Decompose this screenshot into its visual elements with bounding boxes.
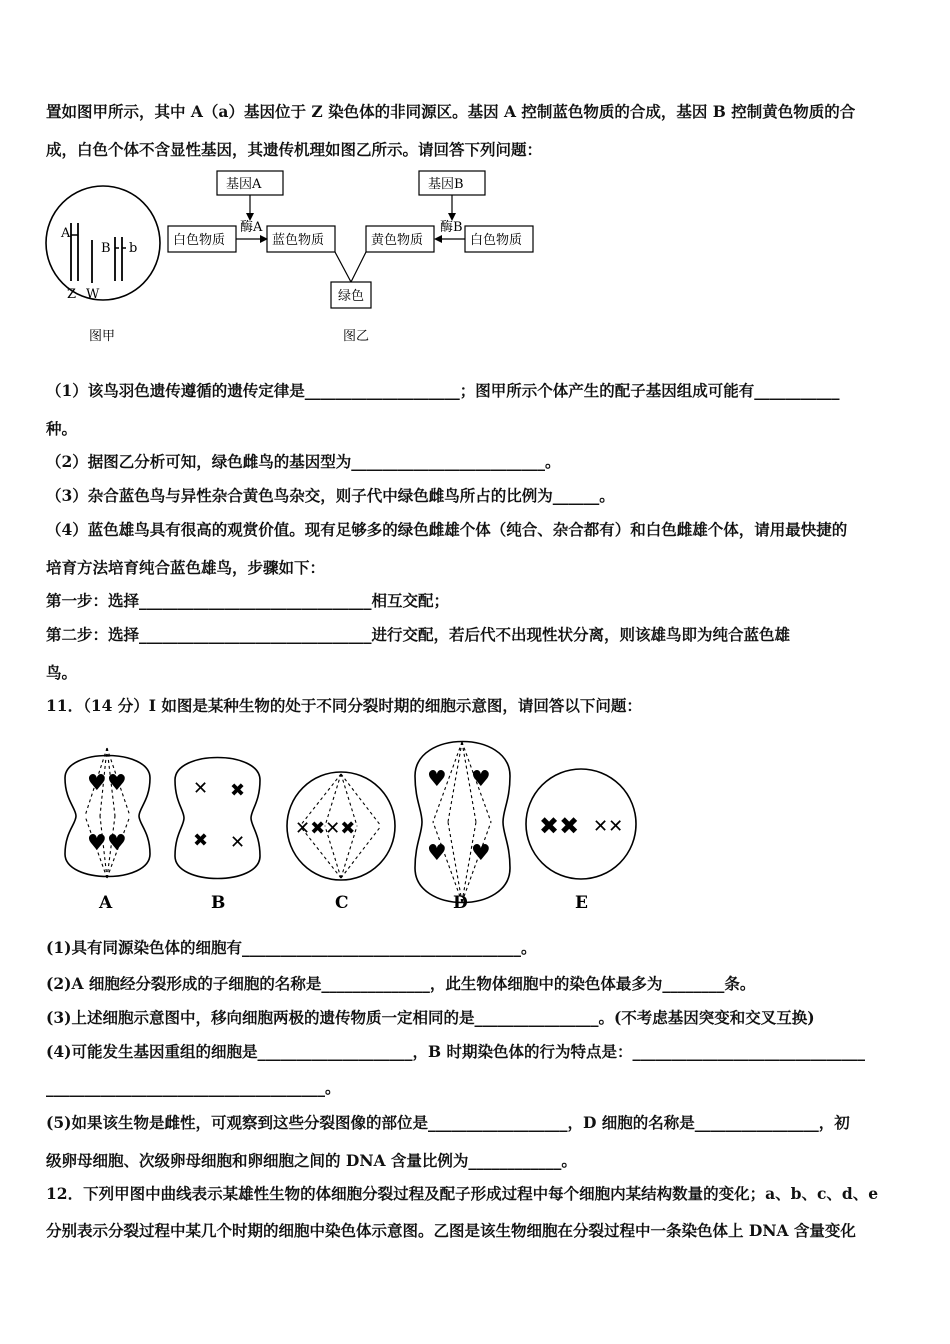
white-substance-2: 白色物质 [470, 233, 523, 248]
svg-text:♥: ♥ [107, 771, 127, 796]
caption-yi: 图乙 [343, 329, 370, 344]
label-A: A [61, 226, 71, 241]
svg-text:✕✖✕✖: ✕✖✕✖ [295, 818, 356, 839]
label-b: b [129, 241, 138, 256]
q10-step1: 第一步：选择______________________________相互交配； [46, 591, 450, 610]
svg-text:✕: ✕ [193, 778, 209, 799]
svg-text:♥: ♥ [471, 841, 491, 866]
green-box: 绿色 [338, 289, 365, 304]
blue-substance: 蓝色物质 [272, 233, 325, 248]
intro-line-1: 置如图甲所示，其中 A（a）基因位于 Z 染色体的非同源区。基因 A 控制蓝色物质的合成，基因 B 控制黄色物质的合 [46, 102, 856, 121]
q11-part3: (3)上述细胞示意图中，移向细胞两极的遗传物质一定相同的是________________。(不考虑基因突变和交叉互换) [46, 1008, 815, 1027]
label-Z: Z [67, 287, 77, 302]
q10-step2-a: 第二步：选择______________________________进行交配，若后代不出现性状分离，则该雄鸟即为纯合蓝色雄 [46, 625, 791, 644]
gene-B-box: 基因B [428, 177, 464, 192]
svg-text:♥: ♥ [87, 831, 107, 856]
svg-text:♥: ♥ [87, 771, 107, 796]
enzyme-A: 酶A [240, 220, 263, 235]
caption-jia: 图甲 [89, 329, 116, 344]
figure-yi [168, 171, 533, 344]
label-B: B [101, 241, 111, 256]
svg-text:✖: ✖ [193, 830, 209, 851]
cell-label-C: C [335, 893, 349, 913]
svg-text:✖: ✖ [230, 780, 246, 801]
q12-line-2: 分别表示分裂过程中某几个时期的细胞中染色体示意图。乙图是该生物细胞在分裂过程中一条染色体上 DNA 含量变化 [46, 1221, 856, 1240]
svg-text:♥: ♥ [427, 841, 447, 866]
intro-line-2: 成，白色个体不含显性基因，其遗传机理如图乙所示。请回答下列问题： [46, 140, 543, 159]
q10-part4-b: 培育方法培育纯合蓝色雄鸟，步骤如下： [46, 558, 326, 577]
q11-heading: 11．（14 分）I 如图是某种生物的处于不同分裂时期的细胞示意图，请回答以下问题： [46, 696, 642, 715]
cell-division-figure [55, 730, 655, 915]
cell-label-E: E [575, 893, 588, 913]
cell-D-outline [415, 742, 510, 903]
svg-text:♥: ♥ [471, 767, 491, 792]
q10-part2: （2）据图乙分析可知，绿色雌鸟的基因型为_________________________。 [46, 452, 561, 471]
q12-line-1: 12．下列甲图中曲线表示某雄性生物的体细胞分裂过程及配子形成过程中每个细胞内某结构数量的变化；a、b、c、d、e [46, 1184, 879, 1203]
q11-part4-a: (4)可能发生基因重组的细胞是____________________，B 时期染色体的行为特点是：______________________________ [46, 1042, 865, 1061]
svg-text:♥: ♥ [427, 767, 447, 792]
q10-part1-b: 种。 [46, 419, 78, 438]
q11-part2: (2)A 细胞经分裂形成的子细胞的名称是______________，此生物体细胞中的染色体最多为________条。 [46, 974, 756, 993]
q10-part3: （3）杂合蓝色鸟与异性杂合黄色鸟杂交，则子代中绿色雌鸟所占的比例为______。 [46, 486, 615, 505]
cell-label-B: B [211, 893, 226, 913]
label-W: W [86, 287, 100, 302]
q11-part5-a: (5)如果该生物是雌性，可观察到这些分裂图像的部位是__________________，D 细胞的名称是________________，初 [46, 1113, 850, 1132]
cell-label-A: A [99, 893, 113, 913]
q11-part4-b: ____________________________________。 [46, 1078, 341, 1097]
cell-label-D: D [453, 893, 468, 913]
q10-step2-b: 鸟。 [46, 663, 78, 682]
q10-part1-a: （1）该鸟羽色遗传遵循的遗传定律是____________________；图甲所示个体产生的配子基因组成可能有___________ [46, 381, 840, 400]
q11-part5-b: 级卵母细胞、次级卵母细胞和卵细胞之间的 DNA 含量比例为____________。 [46, 1151, 577, 1170]
svg-text:✖✖: ✖✖ [539, 812, 580, 840]
cell-B-outline [175, 758, 260, 879]
svg-text:♥: ♥ [107, 831, 127, 856]
q11-part1: (1)具有同源染色体的细胞有____________________________________。 [46, 938, 537, 957]
q10-part4-a: （4）蓝色雄鸟具有很高的观赏价值。现有足够多的绿色雌雄个体（纯合、杂合都有）和白色雌雄个体，请用最快捷的 [46, 520, 848, 539]
gene-A-box: 基因A [226, 177, 262, 192]
enzyme-B: 酶B [440, 220, 463, 235]
yellow-substance: 黄色物质 [371, 233, 424, 248]
figure-jia [46, 186, 160, 344]
svg-text:✕: ✕ [230, 832, 246, 853]
svg-text:✕✕: ✕✕ [593, 816, 624, 837]
figure-jia-yi [40, 165, 560, 350]
white-substance-1: 白色物质 [173, 233, 226, 248]
